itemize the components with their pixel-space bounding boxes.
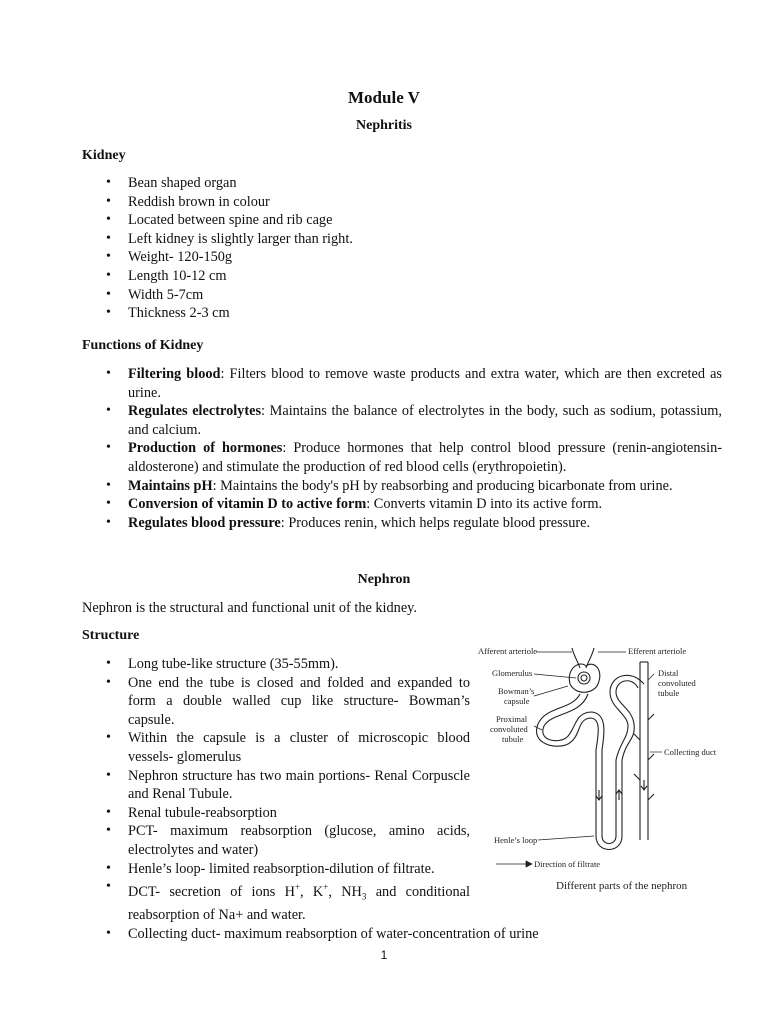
list-item: • Nephron structure has two main portions- Renal Corpuscle and Renal Tubule. [82, 767, 470, 804]
list-item: • Henle’s loop- limited reabsorption-dilution of filtrate. [82, 860, 470, 879]
list-item: • Located between spine and rib cage [82, 211, 482, 230]
label-henle-loop: Henle’s loop [494, 835, 538, 845]
list-item [82, 495, 722, 514]
function-term: Filtering blood [128, 366, 221, 382]
list-item: • Thickness 2-3 cm [82, 304, 482, 323]
function-text: : Converts vitamin D into its active form. [366, 496, 603, 513]
label-proximal-tubule: tubule [502, 734, 524, 744]
page-title: Module V [348, 88, 420, 107]
function-term: Maintains pH [128, 477, 213, 494]
superscript: + [323, 882, 329, 893]
list-item: • Long tube-like structure (35-55mm). [82, 655, 470, 674]
list-item [82, 402, 722, 439]
label-distal-tubule: Distal [658, 668, 679, 678]
nephron-heading: Nephron [357, 572, 411, 587]
dct-text: , NH [328, 883, 362, 900]
list-item: • Width 5-7cm [82, 286, 482, 305]
list-item [82, 514, 722, 533]
function-text: : Filters blood to remove waste products and extra water, which are then excreted as urine. [128, 366, 722, 401]
functions-list [82, 365, 722, 532]
proximal-tubule-shape [536, 694, 598, 836]
list-item: • Reddish brown in colour [82, 193, 482, 212]
label-distal-tubule: tubule [658, 688, 680, 698]
diagram-caption: Different parts of the nephron [556, 880, 688, 892]
list-item: • PCT- maximum reabsorption (glucose, amino acids, electrolytes and water) [82, 822, 470, 859]
list-item: • Collecting duct- maximum reabsorption of water-concentration of urine [82, 925, 722, 944]
list-item [82, 365, 722, 402]
page-number: 1 [380, 948, 388, 962]
label-collecting-duct: Collecting duct [664, 747, 717, 757]
label-distal-tubule: convoluted [658, 678, 696, 688]
function-term: Production of hormones [128, 440, 283, 457]
henle-loop-shape [596, 760, 622, 850]
list-item: • Weight- 120-150g [82, 248, 482, 267]
page-subtitle: Nephritis [356, 118, 412, 133]
superscript: + [294, 882, 301, 893]
nephron-drawing [536, 648, 654, 850]
label-direction-filtrate: Direction of filtrate [534, 859, 601, 869]
dct-text: , K [300, 883, 324, 900]
label-bowmans-capsule: Bowman’s [498, 686, 535, 696]
list-item: • Bean shaped organ [82, 174, 482, 193]
nephron-diagram [476, 640, 726, 900]
label-glomerulus: Glomerulus [492, 668, 533, 678]
list-item: • Renal tubule-reabsorption [82, 804, 470, 823]
kidney-heading: Kidney [82, 148, 126, 163]
list-item [82, 477, 722, 496]
kidney-list [82, 174, 482, 323]
glomerulus-shape [578, 672, 590, 684]
label-afferent-arteriole: Afferent arteriole [478, 646, 538, 656]
nephron-definition: Nephron is the structural and functional unit of the kidney. [82, 600, 417, 616]
label-proximal-tubule: Proximal [496, 714, 528, 724]
list-item: • One end the tube is closed and folded and expanded to form a double walled cup like structure- Bowman’s capsule. [82, 674, 470, 730]
function-term: Conversion of vitamin D to active form [128, 496, 367, 513]
function-text: : Produce hormones that help control blood pressure (renin-angiotensin-aldosterone) and stimulate the production of red blood cells (erythropoietin). [128, 440, 722, 475]
dct-text: and conditional reabsorption of Na+ and water. [128, 883, 470, 924]
subscript: 3 [361, 891, 367, 902]
label-bowmans-capsule: capsule [504, 696, 530, 706]
label-efferent-arteriole: Efferent arteriole [628, 646, 687, 656]
function-text: : Produces renin, which helps regulate blood pressure. [280, 514, 591, 531]
list-item [82, 439, 722, 476]
label-proximal-tubule: convoluted [490, 724, 528, 734]
list-item [82, 878, 470, 925]
list-item: • Length 10-12 cm [82, 267, 482, 286]
structure-heading: Structure [82, 628, 140, 643]
function-term: Regulates electrolytes [128, 403, 262, 420]
function-text: : Maintains the body's pH by reabsorbing and producing bicarbonate from urine. [212, 477, 673, 494]
function-term: Regulates blood pressure [128, 514, 281, 531]
functions-heading: Functions of Kidney [82, 338, 204, 353]
list-item: • Within the capsule is a cluster of microscopic blood vessels- glomerulus [82, 729, 470, 766]
function-text: : Maintains the balance of electrolytes in the body, such as sodium, potassium, and calcium. [128, 403, 723, 438]
list-item: • Left kidney is slightly larger than right. [82, 230, 482, 249]
dct-text: DCT- secretion of ions H [128, 883, 295, 900]
